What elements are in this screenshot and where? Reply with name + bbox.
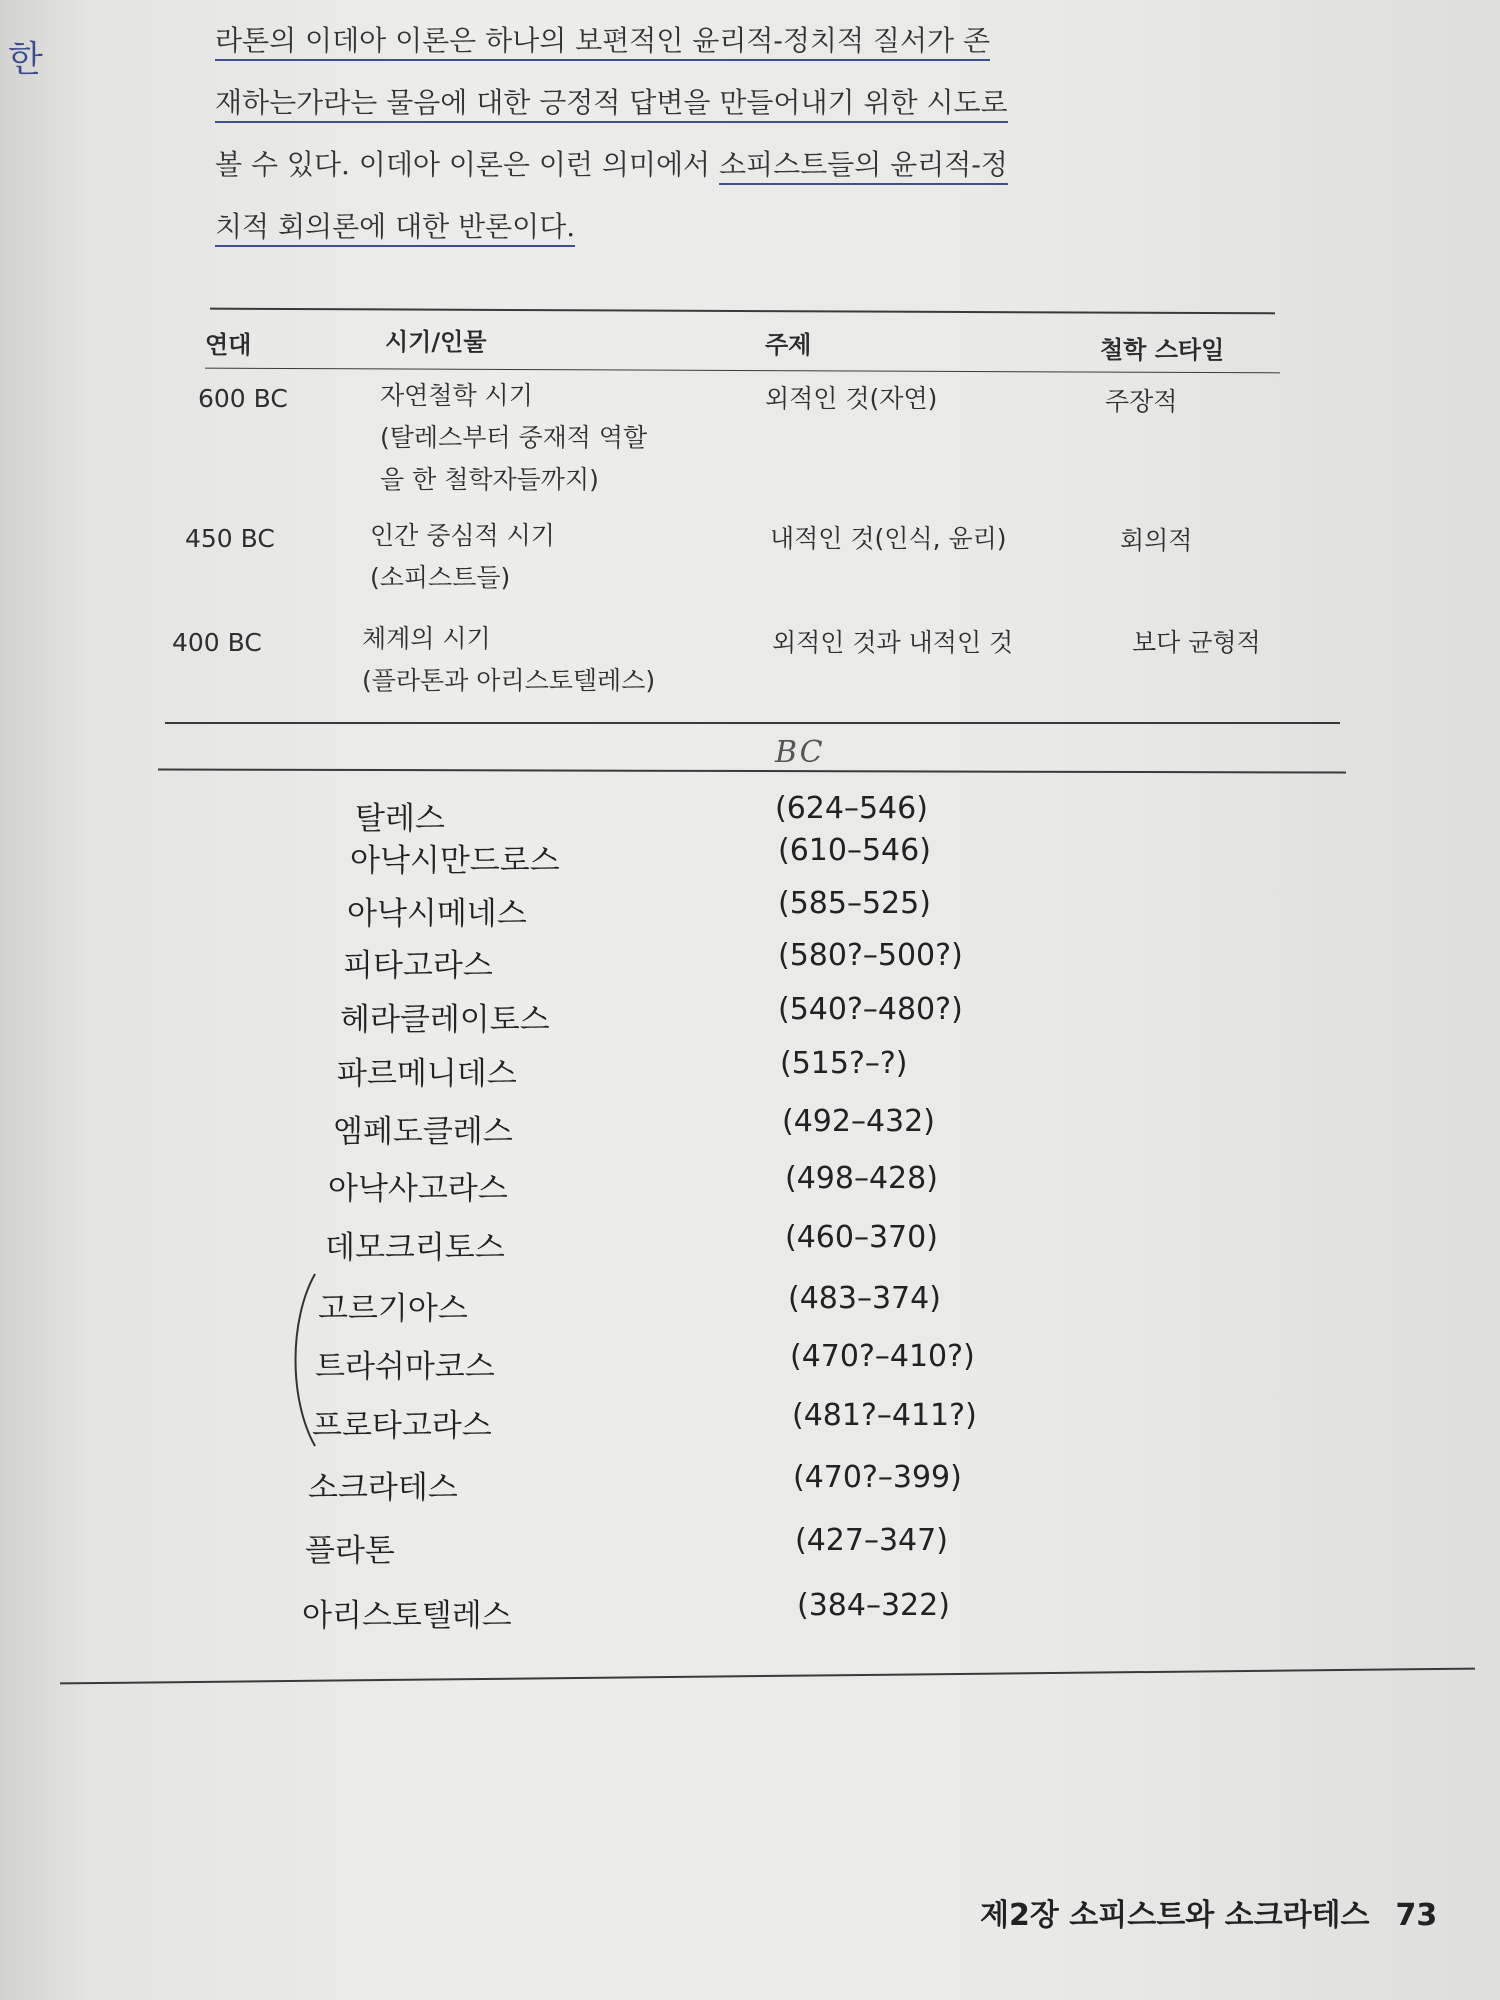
philosopher-dates: (498–428)	[785, 1161, 938, 1196]
header-period: 시기/인물	[385, 328, 487, 356]
philosopher-dates: (492–432)	[782, 1104, 935, 1139]
philosopher-dates: (610–546)	[778, 833, 931, 868]
philosopher-dates: (515?–?)	[780, 1046, 908, 1081]
philosopher-dates: (540?–480?)	[778, 992, 963, 1027]
philosopher-dates: (624–546)	[775, 791, 928, 826]
philosopher-dates: (585–525)	[778, 886, 931, 921]
table-row-1-theme: 외적인 것(자연)	[765, 384, 938, 413]
intro-paragraph	[215, 10, 1275, 258]
intro-line-3: 볼 수 있다. 이데아 이론은 이런 의미에서 소피스트들의 윤리적-정	[215, 134, 1275, 196]
header-style: 철학 스타일	[1100, 336, 1225, 364]
philosopher-name: 피타고라스	[343, 948, 493, 984]
handwritten-bc-note: BC	[775, 735, 825, 770]
table-row-1-style: 주장적	[1105, 387, 1178, 416]
list-bottom-rule	[60, 1668, 1475, 1685]
table-row-2-period: 인간 중심적 시기 (소피스트들)	[370, 521, 555, 592]
table-top-rule	[210, 308, 1275, 315]
philosopher-name: 데모크리토스	[325, 1230, 505, 1266]
table-header-rule	[205, 368, 1280, 374]
header-theme: 주제	[765, 331, 812, 359]
philosopher-name: 아낙사고라스	[328, 1171, 508, 1207]
philosopher-name: 플라톤	[305, 1533, 395, 1569]
intro-line-1: 라톤의 이데아 이론은 하나의 보편적인 윤리적-정치적 질서가 존	[215, 10, 1275, 72]
philosopher-name: 헤라클레이토스	[340, 1002, 550, 1038]
table-row-2-style: 회의적	[1120, 526, 1193, 555]
philosopher-name: 파르메니데스	[337, 1056, 517, 1092]
header-year: 연대	[205, 331, 252, 359]
philosopher-name: 아낙시만드로스	[350, 843, 560, 879]
philosopher-name: 탈레스	[355, 801, 445, 837]
philosopher-dates: (470?–410?)	[790, 1339, 975, 1374]
list-top-rule	[158, 768, 1346, 773]
philosopher-dates: (470?–399)	[793, 1460, 962, 1495]
page-footer	[980, 1890, 1437, 1934]
intro-line-4: 치적 회의론에 대한 반론이다.	[215, 196, 1275, 258]
philosopher-dates: (384–322)	[797, 1588, 950, 1623]
intro-line-2: 재하는가라는 물음에 대한 긍정적 답변을 만들어내기 위한 시도로	[215, 72, 1275, 134]
table-row-3-theme: 외적인 것과 내적인 것	[772, 628, 1014, 657]
philosopher-name: 아리스토텔레스	[302, 1598, 512, 1634]
philosopher-dates: (481?–411?)	[792, 1398, 977, 1433]
philosopher-name: 아낙시메네스	[347, 896, 527, 932]
table-bottom-rule	[165, 722, 1340, 724]
philosopher-name: 소크라테스	[308, 1470, 458, 1506]
philosopher-name: 엠페도클레스	[333, 1114, 513, 1150]
table-row-2-theme: 내적인 것(인식, 윤리)	[770, 524, 1007, 553]
philosopher-name: 고르기아스	[318, 1291, 468, 1327]
table-row-3-year: 400 BC	[172, 628, 262, 657]
table-row-2-year: 450 BC	[185, 524, 275, 553]
table-row-3-style: 보다 균형적	[1132, 628, 1261, 657]
chapter-title: 제2장 소피스트와 소크라테스	[980, 1898, 1370, 1933]
philosopher-dates: (483–374)	[788, 1281, 941, 1316]
philosopher-dates: (460–370)	[785, 1220, 938, 1255]
table-row-3-period: 체계의 시기 (플라톤과 아리스토텔레스)	[362, 624, 656, 695]
table-row-1-period: 자연철학 시기 (탈레스부터 중재적 역할 을 한 철학자들까지)	[380, 381, 648, 494]
philosopher-dates: (580?–500?)	[778, 938, 963, 973]
philosopher-name: 트라쉬마코스	[315, 1349, 495, 1385]
table-row-1-year: 600 BC	[198, 384, 288, 413]
page-number: 73	[1395, 1898, 1438, 1933]
philosopher-dates: (427–347)	[795, 1523, 948, 1558]
margin-handwriting: 한	[8, 39, 43, 80]
philosopher-name: 프로타고라스	[312, 1408, 492, 1444]
